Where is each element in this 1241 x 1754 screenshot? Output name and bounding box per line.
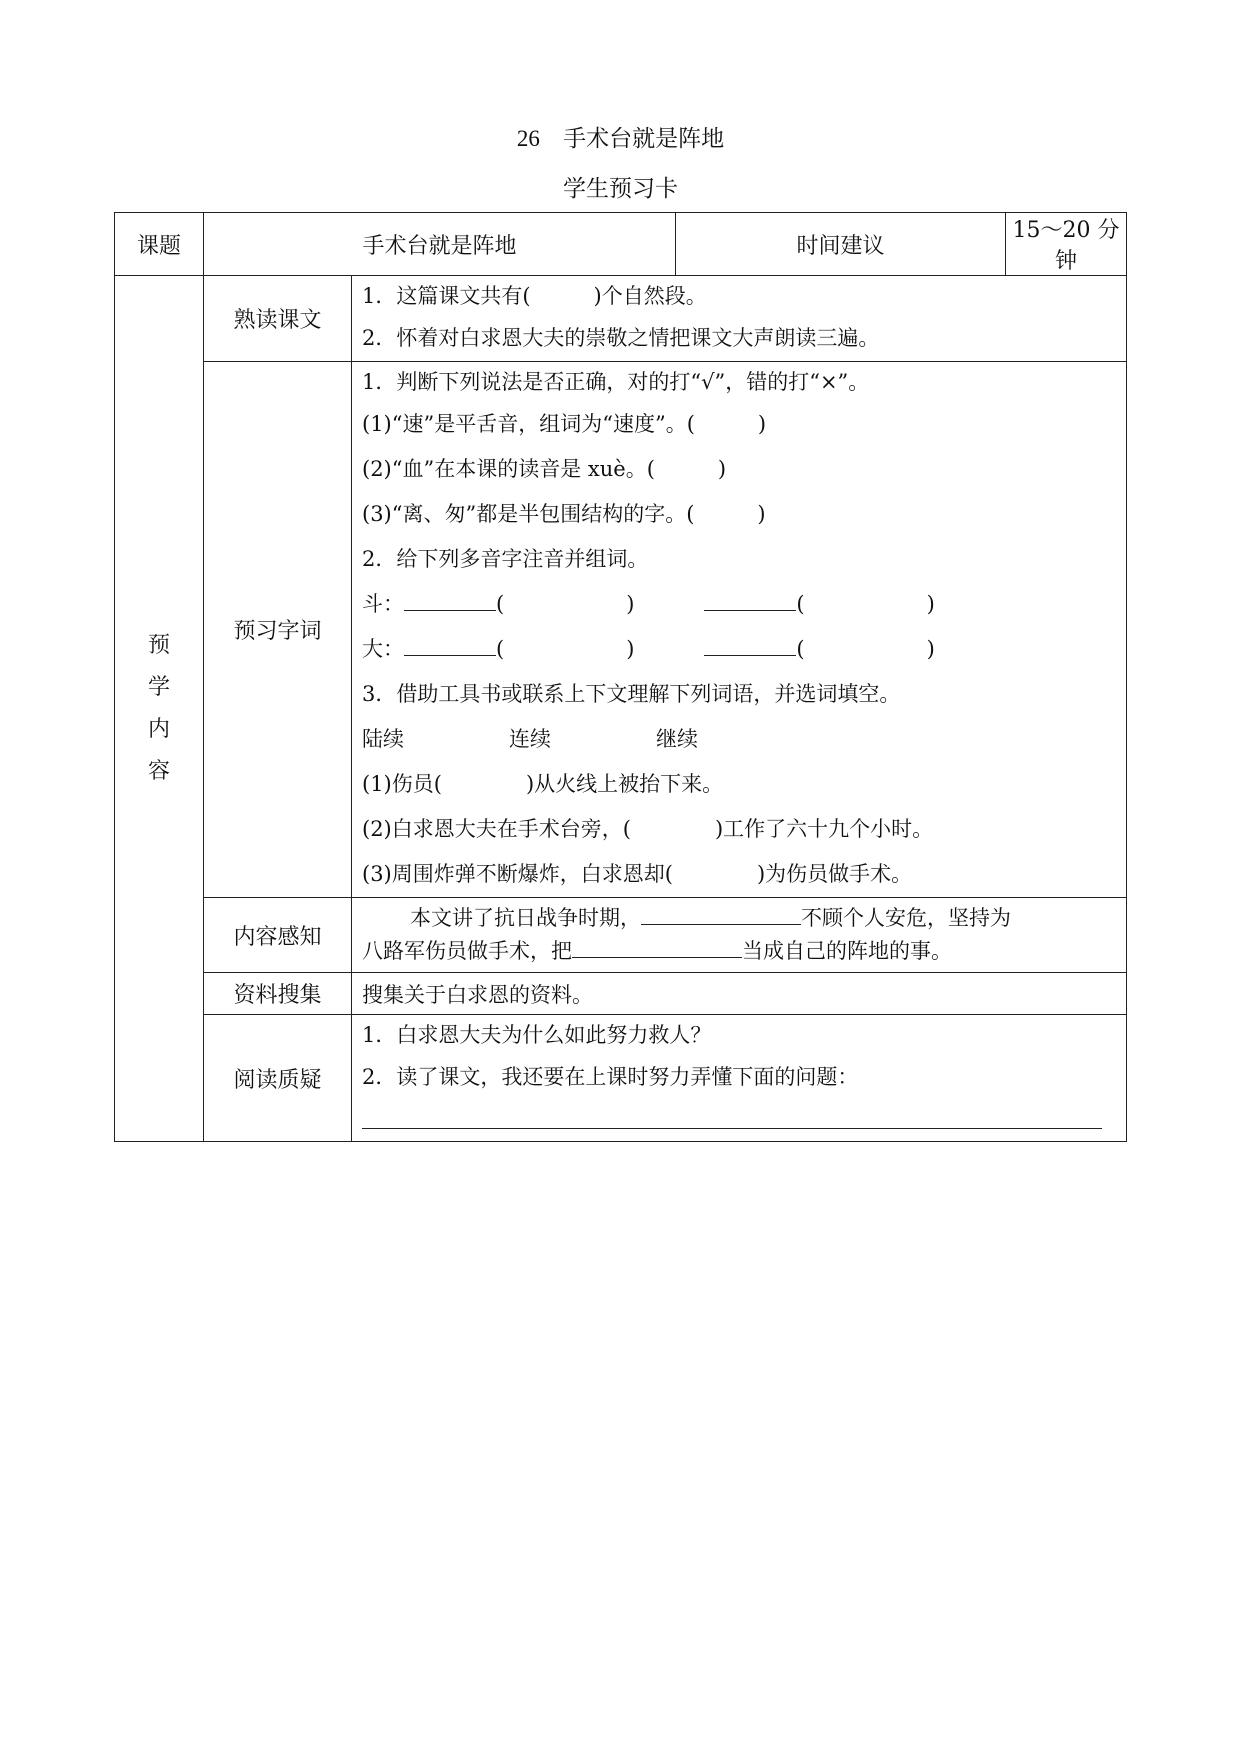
fill-blank[interactable] <box>641 902 801 925</box>
read-text-content <box>352 276 1127 362</box>
read-text-label: 熟读课文 <box>204 276 352 362</box>
section-label-char: 学 <box>147 674 170 700</box>
preview-words-label: 预习字词 <box>204 362 352 898</box>
q2-title: 2．给下列多音字注音并组词。 <box>362 547 649 571</box>
reading-question-item: 1．白求恩大夫为什么如此努力救人？ <box>362 1023 712 1047</box>
content-perception-text: 本文讲了抗日战争时期， 不顾个人安危，坚持为 八路军伤员做手术，把 当成自己的阵地的事。 <box>362 898 1116 972</box>
section-label-char: 容 <box>147 758 170 784</box>
topic-label: 课题 <box>115 213 204 276</box>
q1-item: (1)“速”是平舌音，组词为“速度”。( ) <box>362 412 767 436</box>
q3-item: (1)伤员( )从火线上被抬下来。 <box>362 772 724 796</box>
card-subtitle: 学生预习卡 <box>563 176 678 202</box>
pinyin-blank[interactable] <box>704 588 796 611</box>
lesson-title: 手术台就是阵地 <box>563 126 725 152</box>
fill-blank[interactable] <box>572 935 742 958</box>
q2-row: 大： ( ) ( ) <box>362 627 1116 672</box>
reading-questions-content <box>352 1015 1127 1142</box>
q2-char: 斗： <box>362 592 404 616</box>
section-label-char: 预 <box>147 632 170 658</box>
answer-line[interactable] <box>362 1106 1102 1129</box>
q3-title: 3．借助工具书或联系上下文理解下列词语，并选词填空。 <box>362 682 901 706</box>
q2-row: 斗： ( ) ( ) <box>362 582 1116 627</box>
word-choice: 陆续 <box>362 727 404 751</box>
pinyin-blank[interactable] <box>404 588 496 611</box>
content-perception-label: 内容感知 <box>204 898 352 973</box>
q2-char: 大： <box>362 637 404 661</box>
time-value: 15～20 分钟 <box>1006 213 1127 276</box>
content-perception-row <box>115 898 1127 973</box>
pinyin-blank[interactable] <box>404 633 496 656</box>
q1-item: (3)“离、匆”都是半包围结构的字。( ) <box>362 502 766 526</box>
preview-card <box>114 212 1126 1142</box>
q3-word-choices <box>362 717 1116 762</box>
pinyin-blank[interactable] <box>704 633 796 656</box>
word-choice: 连续 <box>509 727 551 751</box>
reading-questions-row <box>115 1015 1127 1142</box>
q1-item: (2)“血”在本课的读音是 xuè。( ) <box>362 457 727 481</box>
q1-title: 1．判断下列说法是否正确，对的打“√”，错的打“×”。 <box>362 370 870 394</box>
reading-questions-label: 阅读质疑 <box>204 1015 352 1142</box>
q3-item: (3)周围炸弹不断爆炸，白求恩却( )为伤员做手术。 <box>362 862 913 886</box>
read-text-item: 1．这篇课文共有( )个自然段。 <box>362 284 707 308</box>
word-choice: 继续 <box>656 727 698 751</box>
q3-item: (2)白求恩大夫在手术台旁，( )工作了六十九个小时。 <box>362 817 934 841</box>
read-text-row <box>115 276 1127 362</box>
material-collection-row <box>115 973 1127 1015</box>
section-label <box>115 276 204 1142</box>
lesson-heading <box>0 120 1241 153</box>
preview-table <box>114 212 1127 1142</box>
topic-value: 手术台就是阵地 <box>204 213 676 276</box>
section-label-char: 内 <box>147 716 170 742</box>
material-collection-text: 搜集关于白求恩的资料。 <box>352 973 1127 1015</box>
time-label: 时间建议 <box>676 213 1006 276</box>
preview-words-row <box>115 362 1127 898</box>
lesson-number: 26 <box>516 126 540 151</box>
read-text-item: 2．怀着对白求恩大夫的崇敬之情把课文大声朗读三遍。 <box>362 326 880 350</box>
content-perception-content <box>352 898 1127 973</box>
preview-words-content <box>352 362 1127 898</box>
material-collection-label: 资料搜集 <box>204 973 352 1015</box>
topic-row <box>115 213 1127 276</box>
reading-question-item: 2．读了课文，我还要在上课时努力弄懂下面的问题： <box>362 1065 859 1089</box>
